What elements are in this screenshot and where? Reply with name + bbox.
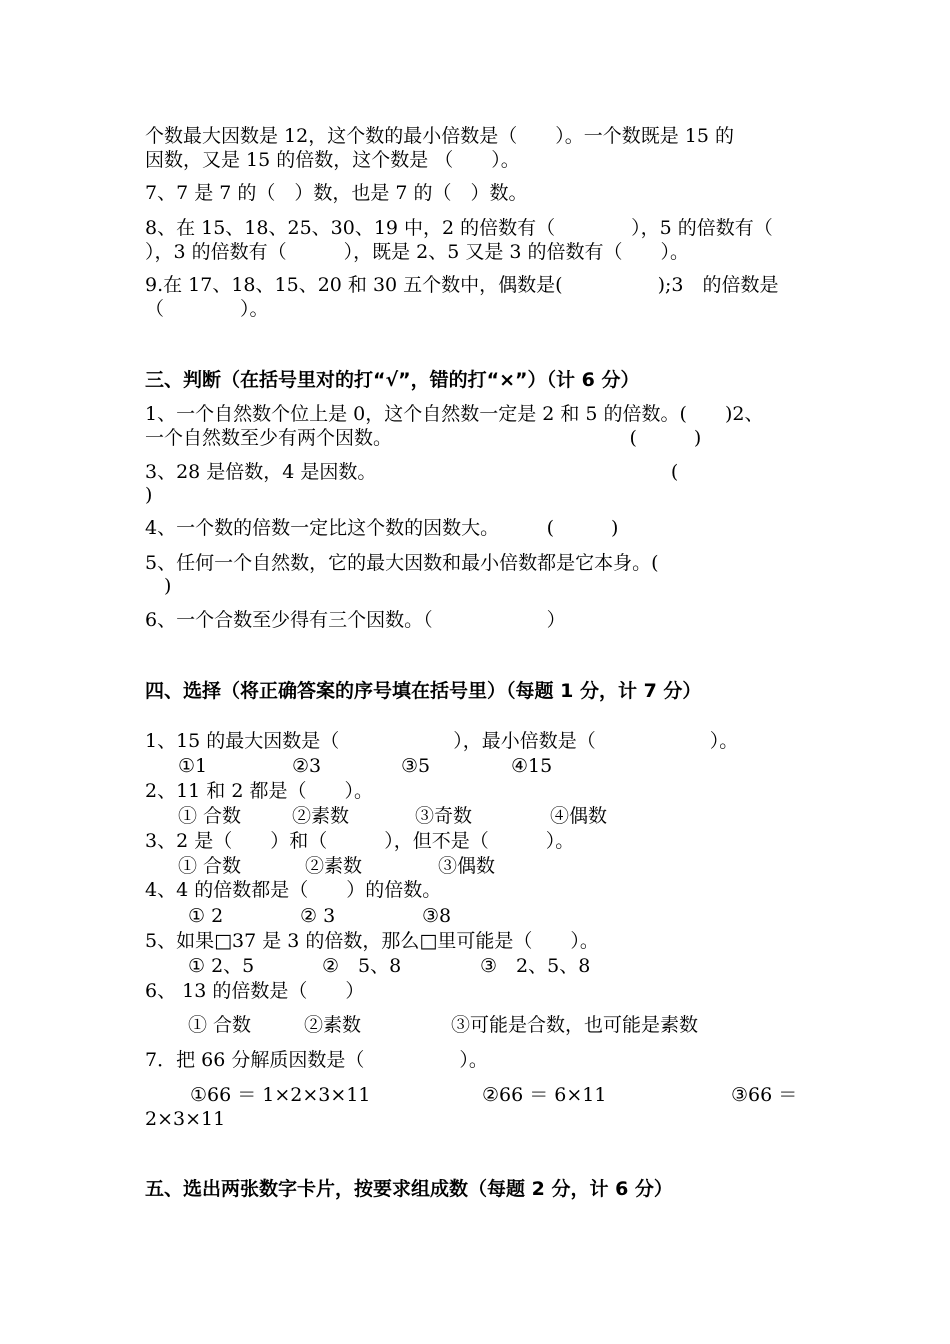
judge-q5-line1: 5、任何一个自然数，它的最大因数和最小倍数都是它本身。( [145,552,659,574]
choice-q1-option: ④15 [511,755,553,777]
fill-blank-q8-line2: ），3 的倍数有（ ），既是 2、5 又是 3 的倍数有（ ）。 [145,241,690,263]
judge-section-title: 三、判断（在括号里对的打“√”，错的打“×”）（计 6 分） [145,369,640,391]
fill-blank-q7: 7、7 是 7 的（ ）数，也是 7 的（ ）数。 [145,182,528,204]
choice-q4-option: ② 3 [300,905,336,927]
choice-q7: 7．把 66 分解质因数是（ ）。 [145,1049,488,1071]
choice-q7-option: ②66 ＝ 6×11 [482,1084,607,1106]
fill-blank-q9-line2: （ ）。 [145,298,269,320]
judge-q3-line2: ) [145,484,153,506]
choice-q2: 2、11 和 2 都是（ ）。 [145,780,373,802]
choice-q2-option: ③奇数 [415,805,473,827]
choice-q3-option: ③偶数 [438,855,496,877]
fill-blank-q9-line1: 9.在 17、18、15、20 和 30 五个数中，偶数是( );3 的倍数是 [145,274,779,296]
choice-q5-option: ① 2、5 [188,955,255,977]
choice-q7-wrap: 2×3×11 [145,1108,226,1130]
choice-q7-option: ③66 ＝ [731,1084,798,1106]
choice-q3: 3、2 是（ ）和（ ），但不是（ ）。 [145,830,575,852]
choice-q4-option: ① 2 [188,905,224,927]
judge-q1-line1: 1、一个自然数个位上是 0，这个自然数一定是 2 和 5 的倍数。( )2、 [145,403,764,425]
judge-q5-line2: ) [145,575,172,597]
choice-q5-option: ② 5、8 [322,955,402,977]
choice-q4-option: ③8 [422,905,452,927]
cards-section-title: 五、选出两张数字卡片，按要求组成数（每题 2 分，计 6 分） [145,1178,673,1200]
choice-q6-option: ① 合数 [188,1014,252,1036]
judge-q6: 6、一个合数至少得有三个因数。（ ） [145,609,566,631]
choice-q6-option: ②素数 [304,1014,362,1036]
choice-q5-option: ③ 2、5、8 [480,955,591,977]
choice-q2-option: ②素数 [292,805,350,827]
choice-section-title: 四、选择（将正确答案的序号填在括号里）（每题 1 分，计 7 分） [145,680,702,702]
choice-q6: 6、 13 的倍数是（ ） [145,980,365,1002]
choice-q5: 5、如果□37 是 3 的倍数，那么□里可能是（ ）。 [145,930,599,952]
choice-q2-option: ① 合数 [178,805,242,827]
choice-q3-option: ① 合数 [178,855,242,877]
choice-q1-option: ①1 [178,755,208,777]
fill-blank-q6-line1: 个数最大因数是 12，这个数的最小倍数是（ ）。一个数既是 15 的 [145,125,734,147]
choice-q4: 4、4 的倍数都是（ ）的倍数。 [145,879,442,901]
choice-q1-option: ③5 [401,755,431,777]
choice-q1-option: ②3 [292,755,322,777]
choice-q2-option: ④偶数 [550,805,608,827]
judge-q1-line2: 一个自然数至少有两个因数。 ( ) [145,427,702,449]
fill-blank-q6-line2: 因数，又是 15 的倍数，这个数是 （ ）。 [145,149,520,171]
judge-q4: 4、一个数的倍数一定比这个数的因数大。 ( ) [145,517,619,539]
choice-q7-option: ①66 ＝ 1×2×3×11 [190,1084,371,1106]
choice-q1: 1、15 的最大因数是（ ），最小倍数是（ ）。 [145,730,739,752]
fill-blank-q8-line1: 8、在 15、18、25、30、19 中，2 的倍数有（ ），5 的倍数有（ [145,217,773,239]
choice-q6-option: ③可能是合数，也可能是素数 [451,1014,699,1036]
choice-q3-option: ②素数 [305,855,363,877]
judge-q3-line1: 3、28 是倍数，4 是因数。 ( [145,461,679,483]
